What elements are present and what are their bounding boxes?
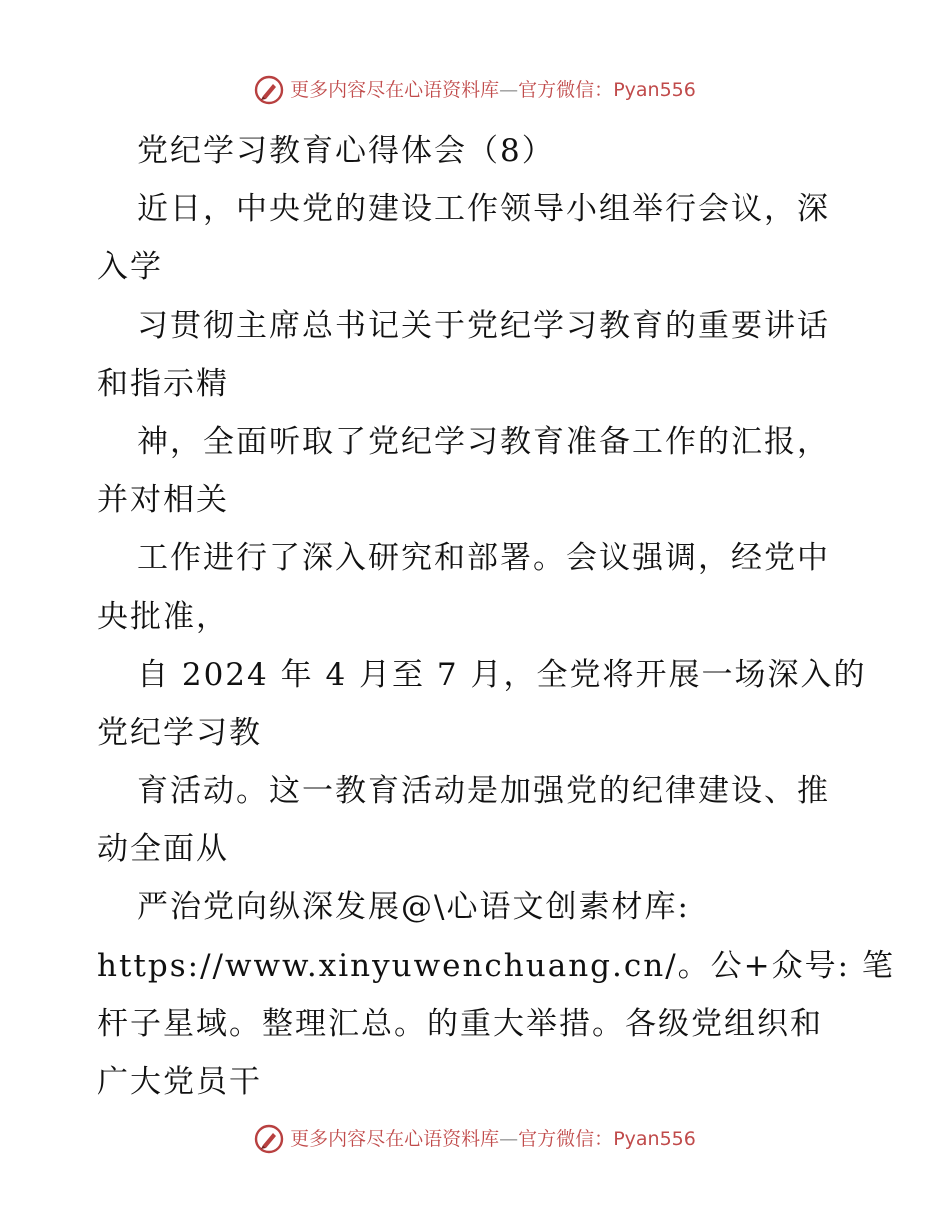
text-line: 入学: [97, 249, 163, 286]
pen-logo-icon: [254, 1124, 284, 1154]
banner-wechat-label: 官方微信：: [518, 1128, 614, 1150]
text-line: https://www.xinyuwenchuang.cn/。公+众号: 笔: [97, 947, 895, 984]
pen-logo-icon: [254, 75, 284, 105]
banner-wechat-label: 官方微信：: [518, 79, 614, 101]
document-title: 党纪学习教育心得体会（8）: [137, 133, 555, 169]
banner-wechat-id: Pyan556: [613, 79, 696, 101]
footer-watermark-banner: [0, 1124, 950, 1154]
text-line: 神，全面听取了党纪学习教育准备工作的汇报，: [137, 423, 830, 460]
text-line: 动全面从: [97, 831, 229, 868]
text-line: 自 2024 年 4 月至 7 月，全党将开展一场深入的: [137, 656, 867, 693]
banner-separator: —: [499, 79, 519, 101]
text-line: 和指示精: [97, 365, 229, 402]
document-body: [97, 122, 895, 1111]
text-line: 并对相关: [97, 482, 229, 519]
banner-main-text: 更多内容尽在心语资料库: [290, 1128, 500, 1150]
text-line: 严治党向纵深发展@\心语文创素材库:: [137, 889, 690, 926]
text-line: 习贯彻主席总书记关于党纪学习教育的重要讲话: [137, 307, 830, 344]
banner-wechat-id: Pyan556: [613, 1128, 696, 1150]
banner-main-text: 更多内容尽在心语资料库: [290, 79, 500, 101]
text-line: 近日，中央党的建设工作领导小组举行会议，深: [137, 191, 830, 228]
text-line: 工作进行了深入研究和部署。会议强调，经党中: [137, 540, 830, 577]
text-line: 杆子星域。整理汇总。的重大举措。各级党组织和: [97, 1005, 823, 1042]
text-line: 广大党员干: [97, 1064, 262, 1100]
banner-separator: —: [499, 1128, 519, 1150]
text-line: 央批准，: [97, 598, 229, 635]
text-line: 党纪学习教: [97, 714, 262, 751]
header-watermark-banner: [0, 75, 950, 105]
text-line: 育活动。这一教育活动是加强党的纪律建设、推: [137, 773, 830, 810]
